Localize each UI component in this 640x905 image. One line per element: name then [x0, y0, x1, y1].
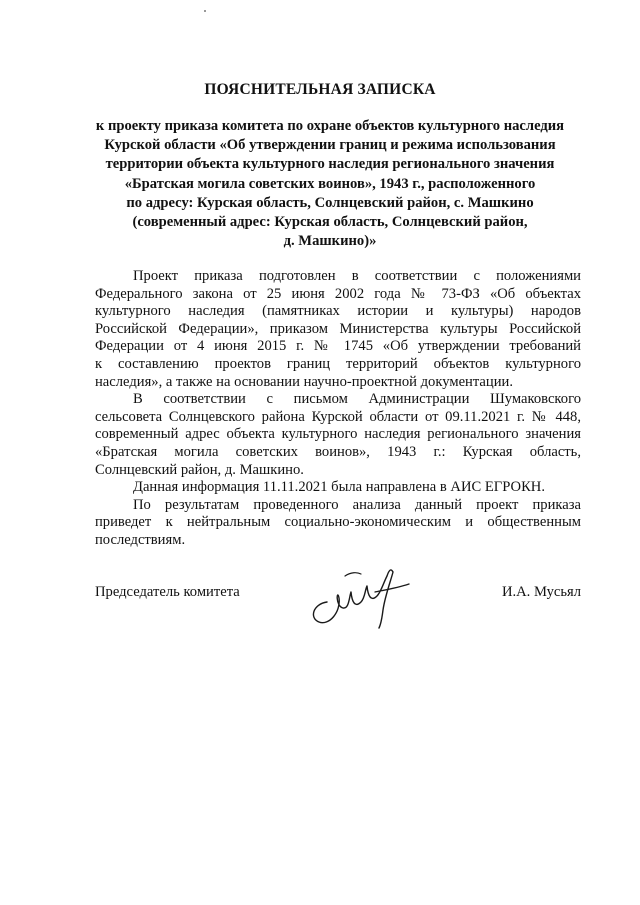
paragraph-address [95, 391, 581, 479]
text-line: Федерации от 4 июня 2015 г. № 1745 «Об утверждении требований [95, 338, 581, 355]
text-line: Данная информация 11.11.2021 была направлена в АИС ЕГРОКН. [133, 479, 545, 496]
text-line: приведет к нейтральным социально-экономическим и общественным [95, 514, 581, 531]
paragraph-analysis [95, 497, 581, 550]
text-line: культурного наследия (памятниках истории и культуры) народов [95, 303, 581, 320]
document-title: ПОЯСНИТЕЛЬНАЯ ЗАПИСКА [204, 81, 436, 98]
text-line: В соответствии с письмом Администрации Шумаковского [133, 391, 581, 408]
subtitle-line: к проекту приказа комитета по охране объектов культурного наследия [95, 118, 565, 134]
text-line: По результатам проведенного анализа данный проект приказа [133, 496, 581, 513]
subtitle-line: д. Машкино)» [283, 233, 377, 250]
text-line: Проект приказа подготовлен в соответствии с положениями [133, 268, 581, 284]
text-line: наследия», а также на основании научно-проектной документации. [95, 373, 513, 390]
text-line: Федерального закона от 25 июня 2002 года № 73-ФЗ «Об объектах [95, 285, 581, 302]
text-line: «Братская могила советских воинов», 1943 г.: Курская область, [95, 443, 581, 460]
text-line: Российской Федерации», приказом Министерства культуры Российской [95, 320, 581, 337]
subtitle-line: Курской области «Об утверждении границ и режима использования [104, 137, 556, 154]
handwritten-signature [305, 562, 415, 632]
text-line: к составлению проектов границ территорий объектов культурного [95, 355, 581, 372]
signatory-position: Председатель комитета [95, 584, 240, 600]
document-body [95, 268, 581, 550]
text-line: сельсовета Солнцевского района Курской области от 09.11.2021 г. № 448, [95, 408, 581, 425]
subtitle-line: «Братская могила советских воинов», 1943 г., расположенного [124, 175, 536, 192]
subtitle-line: (современный адрес: Курская область, Солнцевский район, [132, 214, 528, 231]
paragraph-legal-basis [95, 268, 581, 391]
signatory-name: И.А. Мусьял [501, 584, 581, 600]
subtitle-line: территории объекта культурного наследия регионального значения [105, 156, 555, 173]
text-line: Солнцевский район, д. Машкино. [95, 461, 304, 478]
paragraph-egrokn [95, 479, 581, 497]
text-line: современный адрес объекта культурного наследия регионального значения [95, 426, 581, 443]
document-subtitle [80, 117, 580, 251]
text-line: последствиям. [95, 531, 186, 548]
scan-speck [204, 10, 206, 12]
subtitle-line: по адресу: Курская область, Солнцевский район, с. Машкино [126, 194, 534, 211]
